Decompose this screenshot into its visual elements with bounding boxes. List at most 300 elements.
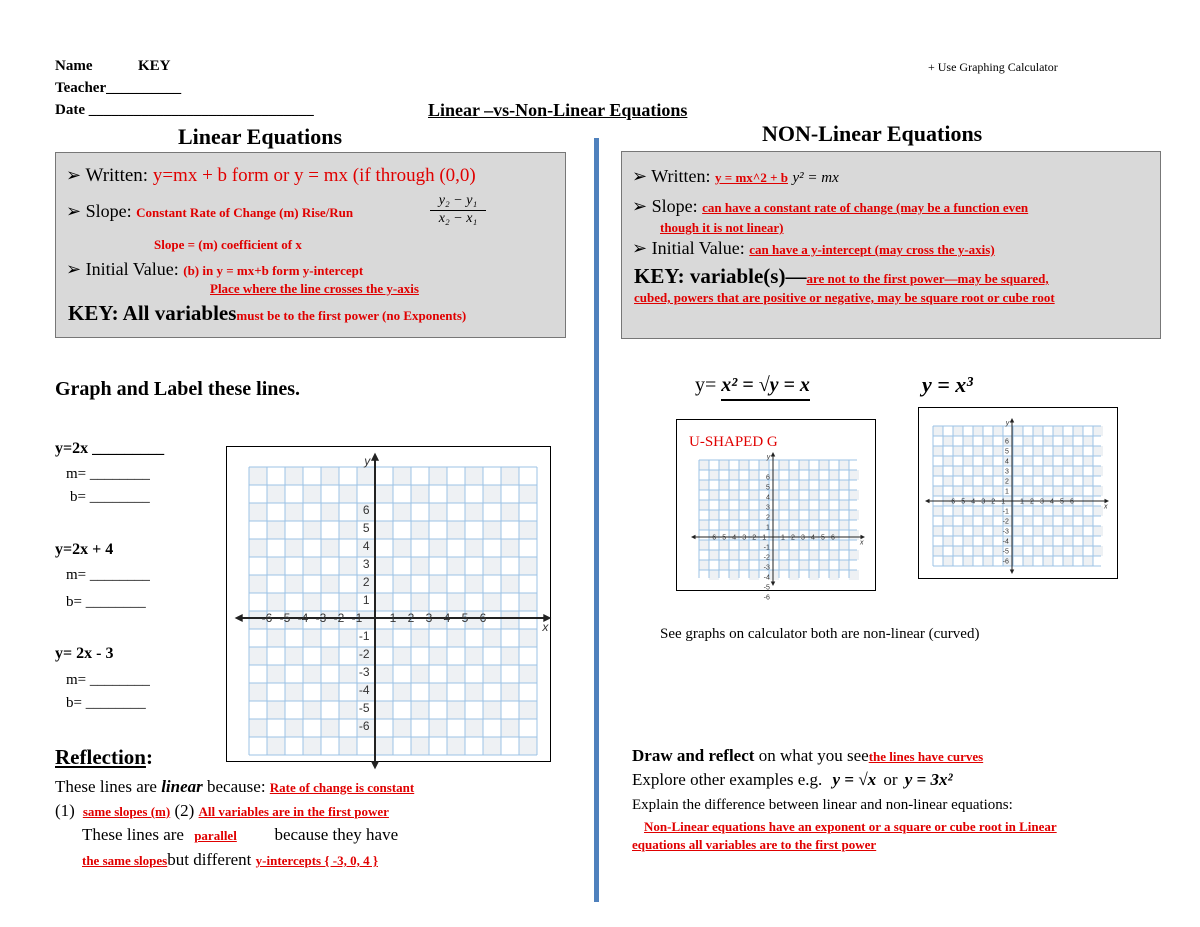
grid-check — [357, 467, 375, 485]
grid-check — [953, 546, 963, 556]
grid-check — [1073, 486, 1083, 496]
cube-graph-svg — [919, 408, 1117, 578]
grid-check — [933, 506, 943, 516]
grid-check — [1083, 536, 1093, 546]
grid-check — [411, 521, 429, 539]
grid-check — [1083, 436, 1093, 446]
grid-check — [943, 516, 953, 526]
y-axis-label: y — [1005, 420, 1010, 427]
y-tick-label: 5 — [1004, 448, 1009, 456]
grid-check — [411, 737, 429, 755]
reflection-line2: These lines are parallel because they have — [82, 825, 399, 844]
y-tick-label: -4 — [1002, 538, 1009, 546]
grid-check — [1053, 466, 1063, 476]
linear-initial-value: (b) in y = mx+b form y-intercept — [183, 263, 364, 278]
grid-check — [303, 701, 321, 719]
grid-check — [963, 456, 973, 466]
x-tick-label: -2 — [988, 498, 996, 506]
grid-check — [699, 540, 709, 550]
x-tick-label: -5 — [279, 611, 291, 626]
grid-check — [375, 557, 393, 575]
x-tick-label: -5 — [719, 534, 727, 542]
grid-check — [339, 521, 357, 539]
x-tick-label: -4 — [297, 611, 309, 626]
grid-check — [249, 503, 267, 521]
grid-check — [1063, 436, 1073, 446]
y-tick-label: 1 — [1004, 488, 1009, 496]
grid-check — [339, 485, 357, 503]
x-tick-label: 4 — [443, 611, 451, 626]
grid-check — [1083, 476, 1093, 486]
y-tick-label: -1 — [1002, 508, 1009, 516]
x-tick-label: 5 — [461, 611, 469, 626]
linear-definition-box — [55, 152, 566, 338]
y-tick-label: 1 — [765, 524, 770, 532]
grid-check — [1063, 556, 1073, 566]
reflection-item2-answer: All variables are in the first power — [198, 804, 389, 819]
grid-check — [1093, 506, 1103, 516]
slope-formula-numerator: y₂ − y₁ — [430, 193, 486, 211]
grid-check — [983, 536, 993, 546]
y-axis-arrow-icon — [1010, 418, 1015, 423]
grid-check — [739, 500, 749, 510]
grid-check — [769, 550, 779, 560]
grid-check — [699, 480, 709, 490]
grid-check — [339, 557, 357, 575]
grid-check — [819, 520, 829, 530]
draw-reflect-line: Draw and reflect on what you seethe lines have curves — [632, 746, 984, 765]
grid-check — [1073, 526, 1083, 536]
grid-check — [973, 466, 983, 476]
grid-check — [1013, 466, 1023, 476]
grid-check — [1023, 436, 1033, 446]
y-tick-label: 4 — [362, 539, 370, 554]
grid-check — [447, 521, 465, 539]
grid-check — [963, 436, 973, 446]
grid-check — [429, 575, 447, 593]
square-graph — [676, 419, 876, 602]
grid-check — [799, 520, 809, 530]
y-tick-label: 3 — [362, 557, 370, 572]
grid-check — [739, 460, 749, 470]
grid-check — [321, 467, 339, 485]
grid-check — [809, 570, 819, 580]
grid-check — [829, 570, 839, 580]
x-tick-label: -6 — [261, 611, 273, 626]
grid-check — [779, 520, 789, 530]
grid-check — [375, 593, 393, 611]
x-tick-label: 1 — [781, 534, 785, 542]
arrow-bullet-icon: ➢ — [632, 166, 648, 186]
x-axis-label: x — [542, 620, 549, 635]
y-tick-label: 5 — [362, 521, 370, 536]
grid-check — [483, 593, 501, 611]
eq3-m: m= ________ — [66, 672, 150, 688]
grid-check — [465, 539, 483, 557]
linear-slope-extra: Slope = (m) coefficient of x — [154, 237, 302, 252]
grid-check — [789, 490, 799, 500]
grid-check — [519, 737, 537, 755]
grid-check — [709, 470, 719, 480]
grid-check — [799, 540, 809, 550]
grid-check — [983, 516, 993, 526]
arrow-bullet-icon: ➢ — [632, 196, 648, 216]
x-tick-label: 3 — [1040, 498, 1044, 506]
calculator-note: + Use Graphing Calculator — [928, 60, 1058, 74]
grid-check — [809, 510, 819, 520]
grid-check — [933, 526, 943, 536]
grid-check — [1043, 536, 1053, 546]
nonlinear-written-formula: y² = mx — [792, 170, 839, 186]
grid-check — [719, 560, 729, 570]
x-tick-label: -1 — [759, 534, 767, 542]
grid-check — [993, 446, 1003, 456]
nonlinear-definition-box — [621, 151, 1161, 339]
grid-check — [799, 500, 809, 510]
grid-check — [1083, 456, 1093, 466]
grid-check — [1033, 446, 1043, 456]
grid-check — [849, 470, 859, 480]
grid-check — [769, 490, 779, 500]
eq2-b: b= ________ — [66, 594, 146, 610]
grid-check — [839, 520, 849, 530]
linear-key-label: KEY: All variables — [68, 301, 237, 325]
grid-check — [375, 737, 393, 755]
grid-check — [933, 546, 943, 556]
eq-cube: y = x³ — [922, 372, 973, 397]
y-axis-arrow-icon — [1010, 570, 1015, 575]
grid-check — [285, 503, 303, 521]
y-tick-label: -2 — [358, 647, 370, 662]
grid-check — [429, 539, 447, 557]
linear-written-label: Written: — [85, 165, 149, 186]
grid-check — [267, 665, 285, 683]
grid-check — [1083, 516, 1093, 526]
grid-check — [411, 629, 429, 647]
reflection-line-items: (1) same slopes (m) (2) All variables are in the first power — [55, 801, 389, 820]
grid-check — [749, 470, 759, 480]
main-graph-svg — [227, 447, 550, 761]
grid-check — [249, 647, 267, 665]
y-axis-label: y — [766, 454, 771, 461]
x-tick-label: -2 — [333, 611, 345, 626]
teacher-label: Teacher__________ — [55, 80, 182, 96]
grid-check — [709, 550, 719, 560]
grid-check — [819, 560, 829, 570]
grid-check — [1013, 546, 1023, 556]
grid-check — [519, 521, 537, 539]
nonlinear-initial-label: Initial Value: — [651, 238, 745, 258]
example-sqrt: y = √x — [832, 770, 877, 789]
grid-check — [447, 593, 465, 611]
grid-check — [809, 490, 819, 500]
grid-check — [429, 719, 447, 737]
date-label: Date ______________________________ — [55, 102, 314, 118]
grid-check — [465, 503, 483, 521]
grid-check — [249, 719, 267, 737]
grid-check — [993, 426, 1003, 436]
grid-check — [789, 510, 799, 520]
grid-check — [819, 540, 829, 550]
grid-check — [267, 485, 285, 503]
y-tick-label: -6 — [763, 594, 770, 602]
grid-check — [1043, 436, 1053, 446]
grid-check — [465, 647, 483, 665]
grid-check — [285, 683, 303, 701]
grid-check — [1073, 466, 1083, 476]
grid-check — [1043, 556, 1053, 566]
grid-check — [953, 526, 963, 536]
grid-check — [411, 557, 429, 575]
eq-square: x² = √y = x — [721, 374, 810, 401]
explain-answer-1: Non-Linear equations have an exponent or a square or cube root in Linear — [644, 819, 1057, 834]
x-axis-arrow-icon — [925, 499, 930, 504]
grid-check — [953, 506, 963, 516]
grid-check — [501, 647, 519, 665]
x-axis-arrow-icon — [235, 614, 243, 622]
slope-formula — [430, 193, 486, 227]
eq3-b: b= ________ — [66, 695, 146, 711]
grid-check — [321, 719, 339, 737]
y-axis-arrow-icon — [371, 761, 379, 769]
grid-check — [411, 701, 429, 719]
u-shaped-label: U-SHAPED G — [689, 434, 778, 450]
grid-check — [1013, 426, 1023, 436]
grid-check — [993, 466, 1003, 476]
grid-check — [1073, 426, 1083, 436]
grid-check — [1053, 426, 1063, 436]
grid-check — [993, 506, 1003, 516]
reflection-item1-answer: same slopes (m) — [82, 804, 171, 819]
grid-check — [973, 546, 983, 556]
grid-check — [519, 665, 537, 683]
grid-check — [1043, 476, 1053, 486]
grid-check — [501, 683, 519, 701]
grid-check — [983, 456, 993, 466]
grid-check — [799, 560, 809, 570]
y-tick-label: 6 — [765, 474, 770, 482]
eq-square-prefix: y= — [695, 374, 717, 396]
grid-check — [709, 490, 719, 500]
grid-check — [849, 570, 859, 580]
arrow-bullet-icon: ➢ — [66, 201, 82, 221]
x-tick-label: -1 — [351, 611, 363, 626]
grid-check — [411, 593, 429, 611]
grid-check — [973, 506, 983, 516]
grid-check — [789, 470, 799, 480]
eq3-label: y= 2x - 3 — [55, 645, 114, 662]
linear-initial-label: Initial Value: — [85, 259, 179, 279]
grid-check — [789, 570, 799, 580]
grid-check — [1093, 526, 1103, 536]
grid-check — [993, 546, 1003, 556]
grid-check — [809, 470, 819, 480]
nonlinear-slope-value-1: can have a constant rate of change (may be a function even — [702, 200, 1029, 215]
grid-check — [411, 665, 429, 683]
grid-check — [779, 540, 789, 550]
grid-check — [719, 460, 729, 470]
y-tick-label: -5 — [763, 584, 770, 592]
grid-check — [501, 467, 519, 485]
x-tick-label: 6 — [831, 534, 835, 542]
y-tick-label: 1 — [362, 593, 370, 608]
grid-check — [993, 486, 1003, 496]
grid-check — [303, 737, 321, 755]
grid-check — [393, 539, 411, 557]
grid-check — [375, 521, 393, 539]
grid-check — [973, 446, 983, 456]
grid-check — [1033, 546, 1043, 556]
y-tick-label: -4 — [763, 574, 770, 582]
grid-check — [393, 575, 411, 593]
grid-check — [779, 460, 789, 470]
y-tick-label: 6 — [362, 503, 370, 518]
grid-check — [429, 647, 447, 665]
grid-check — [1073, 506, 1083, 516]
grid-check — [1053, 546, 1063, 556]
slope-formula-denominator: x₂ − x₁ — [438, 211, 478, 226]
y-axis-arrow-icon — [771, 582, 776, 587]
explore-line: Explore other examples e.g. y = √x or y = 3x² — [632, 770, 953, 789]
grid-check — [839, 560, 849, 570]
x-tick-label: -5 — [958, 498, 966, 506]
x-tick-label: 2 — [791, 534, 795, 542]
x-tick-label: 1 — [1020, 498, 1024, 506]
y-tick-label: -4 — [358, 683, 370, 698]
grid-check — [1083, 556, 1093, 566]
grid-check — [983, 436, 993, 446]
y-tick-label: 4 — [1004, 458, 1009, 466]
grid-check — [729, 550, 739, 560]
grid-check — [1053, 526, 1063, 536]
grid-check — [829, 470, 839, 480]
nonlinear-key-label: KEY: variable(s)— — [634, 264, 807, 288]
grid-check — [429, 467, 447, 485]
grid-check — [973, 526, 983, 536]
x-tick-label: -1 — [998, 498, 1006, 506]
grid-check — [285, 467, 303, 485]
grid-check — [483, 629, 501, 647]
grid-check — [393, 719, 411, 737]
grid-check — [699, 460, 709, 470]
grid-check — [267, 629, 285, 647]
grid-check — [1063, 456, 1073, 466]
grid-check — [829, 550, 839, 560]
reflection-heading: Reflection — [55, 745, 146, 769]
grid-check — [447, 557, 465, 575]
grid-check — [249, 467, 267, 485]
y-tick-label: -5 — [1002, 548, 1009, 556]
grid-check — [267, 701, 285, 719]
nonlinear-slope-label: Slope: — [651, 196, 698, 216]
explain-line: Explain the difference between linear and non-linear equations: — [632, 797, 1013, 813]
x-tick-label: -6 — [709, 534, 717, 542]
grid-check — [519, 629, 537, 647]
grid-check — [339, 629, 357, 647]
page-title: Linear –vs-Non-Linear Equations — [428, 100, 688, 120]
y-tick-label: -2 — [1002, 518, 1009, 526]
grid-check — [943, 436, 953, 446]
grid-check — [447, 485, 465, 503]
grid-check — [953, 426, 963, 436]
linear-written-value: y=mx + b form or y = mx (if through (0,0) — [152, 165, 476, 186]
grid-check — [739, 520, 749, 530]
grid-check — [1093, 446, 1103, 456]
grid-check — [1023, 476, 1033, 486]
name-value: KEY — [138, 58, 171, 74]
grid-check — [1093, 466, 1103, 476]
grid-check — [699, 500, 709, 510]
grid-check — [519, 557, 537, 575]
grid-check — [285, 719, 303, 737]
y-tick-label: -6 — [1002, 558, 1009, 566]
arrow-bullet-icon: ➢ — [66, 259, 82, 279]
x-tick-label: -3 — [978, 498, 986, 506]
grid-check — [1033, 426, 1043, 436]
grid-check — [943, 456, 953, 466]
eq2-label: y=2x + 4 — [55, 541, 114, 558]
grid-check — [393, 647, 411, 665]
x-tick-label: -4 — [729, 534, 737, 542]
nonlinear-slope-value-2: though it is not linear) — [660, 220, 784, 235]
y-tick-label: 6 — [1004, 438, 1009, 446]
grid-check — [375, 665, 393, 683]
reflection-line1: These lines are linear because: Rate of change is constant — [55, 777, 415, 796]
grid-check — [249, 683, 267, 701]
reflection-same-slopes: the same slopes — [82, 853, 168, 868]
reflection-answer-1: Rate of change is constant — [269, 780, 415, 795]
grid-check — [321, 503, 339, 521]
grid-check — [1043, 516, 1053, 526]
nonlinear-written-value: y = mx^2 + b — [715, 170, 788, 185]
grid-check — [769, 470, 779, 480]
explain-answer-2: equations all variables are to the first power — [632, 837, 877, 852]
grid-check — [849, 490, 859, 500]
y-tick-label: 2 — [1004, 478, 1009, 486]
grid-check — [321, 575, 339, 593]
grid-check — [749, 550, 759, 560]
grid-check — [1053, 506, 1063, 516]
grid-check — [519, 593, 537, 611]
grid-check — [483, 485, 501, 503]
grid-check — [483, 521, 501, 539]
grid-check — [501, 539, 519, 557]
linear-key-value: must be to the first power (no Exponents) — [236, 308, 467, 323]
grid-check — [963, 476, 973, 486]
grid-check — [729, 470, 739, 480]
grid-check — [447, 629, 465, 647]
grid-check — [839, 500, 849, 510]
reflection-linear-word: linear — [161, 777, 203, 796]
grid-check — [933, 486, 943, 496]
x-tick-label: 4 — [811, 534, 815, 542]
x-tick-label: -2 — [749, 534, 757, 542]
grid-check — [303, 629, 321, 647]
eq1-label: y=2x _________ — [55, 440, 165, 457]
grid-check — [1033, 506, 1043, 516]
grid-check — [769, 570, 779, 580]
y-axis-label: y — [364, 454, 371, 469]
y-tick-label: -5 — [358, 701, 370, 716]
grid-check — [963, 536, 973, 546]
x-tick-label: 5 — [1060, 498, 1064, 506]
grid-check — [465, 683, 483, 701]
graph-heading: Graph and Label these lines. — [55, 378, 301, 400]
reflection-line3: the same slopesbut different y-intercepts { -3, 0, 4 } — [82, 850, 378, 869]
grid-check — [1043, 456, 1053, 466]
grid-check — [719, 520, 729, 530]
grid-check — [799, 480, 809, 490]
